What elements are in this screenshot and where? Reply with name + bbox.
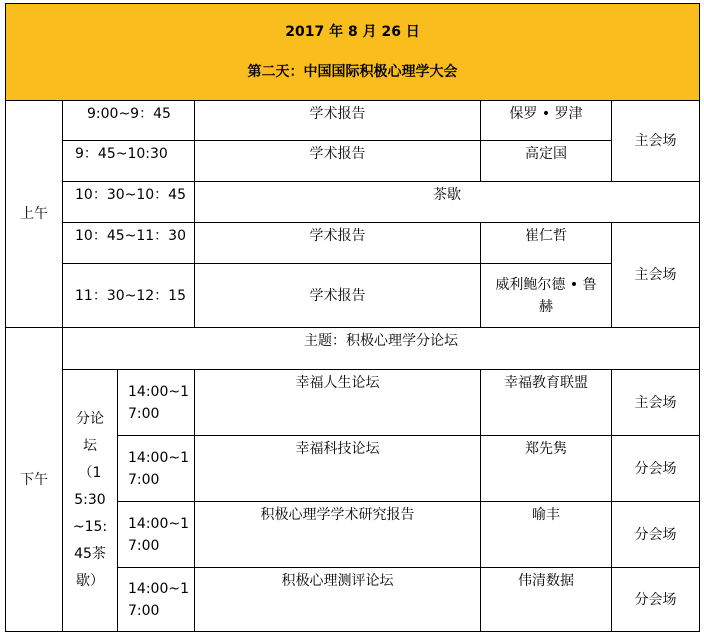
morning-event-4: 学术报告	[195, 223, 481, 264]
afternoon-speaker-1: 幸福教育联盟	[481, 370, 612, 436]
afternoon-label: 下午	[6, 328, 63, 632]
afternoon-venue-2: 分会场	[612, 436, 700, 502]
morning-speaker-2: 高定国	[481, 141, 612, 182]
morning-time-5: 11：30~12：15	[63, 264, 195, 328]
morning-event-5: 学术报告	[195, 264, 481, 328]
afternoon-time-4: 14:00~17:00	[118, 568, 195, 632]
afternoon-venue-4: 分会场	[612, 568, 700, 632]
forum-label: 分论坛（15:30~15:45茶歇）	[63, 370, 118, 632]
afternoon-time-3: 14:00~17:00	[118, 502, 195, 568]
morning-venue-2: 主会场	[612, 223, 700, 328]
morning-time-4: 10：45~11：30	[63, 223, 195, 264]
schedule-title: 第二天：中国国际积极心理学大会	[247, 64, 458, 80]
afternoon-speaker-3: 喻丰	[481, 502, 612, 568]
afternoon-venue-3: 分会场	[612, 502, 700, 568]
morning-break: 茶歇	[195, 182, 700, 223]
morning-time-2: 9：45~10:30	[63, 141, 195, 182]
morning-event-2: 学术报告	[195, 141, 481, 182]
afternoon-event-2: 幸福科技论坛	[195, 436, 481, 502]
schedule-table	[5, 3, 700, 632]
schedule-header	[6, 4, 700, 101]
morning-speaker-4: 崔仁哲	[481, 223, 612, 264]
afternoon-speaker-4: 伟清数据	[481, 568, 612, 632]
afternoon-event-3: 积极心理学学术研究报告	[195, 502, 481, 568]
morning-speaker-5: 威利鲍尔德 • 鲁赫	[481, 264, 612, 328]
afternoon-speaker-2: 郑先隽	[481, 436, 612, 502]
afternoon-theme: 主题：积极心理学分论坛	[63, 328, 700, 370]
afternoon-event-4: 积极心理测评论坛	[195, 568, 481, 632]
morning-label: 上午	[6, 101, 63, 328]
schedule-date: 2017 年 8 月 26 日	[285, 24, 420, 40]
afternoon-event-1: 幸福人生论坛	[195, 370, 481, 436]
afternoon-time-1: 14:00~17:00	[118, 370, 195, 436]
afternoon-time-2: 14:00~17:00	[118, 436, 195, 502]
afternoon-venue-1: 主会场	[612, 370, 700, 436]
morning-event-1: 学术报告	[195, 101, 481, 141]
morning-time-3: 10：30~10：45	[63, 182, 195, 223]
morning-time-1: 9:00~9：45	[63, 101, 195, 141]
morning-speaker-1: 保罗 • 罗津	[481, 101, 612, 141]
morning-venue-1: 主会场	[612, 101, 700, 182]
